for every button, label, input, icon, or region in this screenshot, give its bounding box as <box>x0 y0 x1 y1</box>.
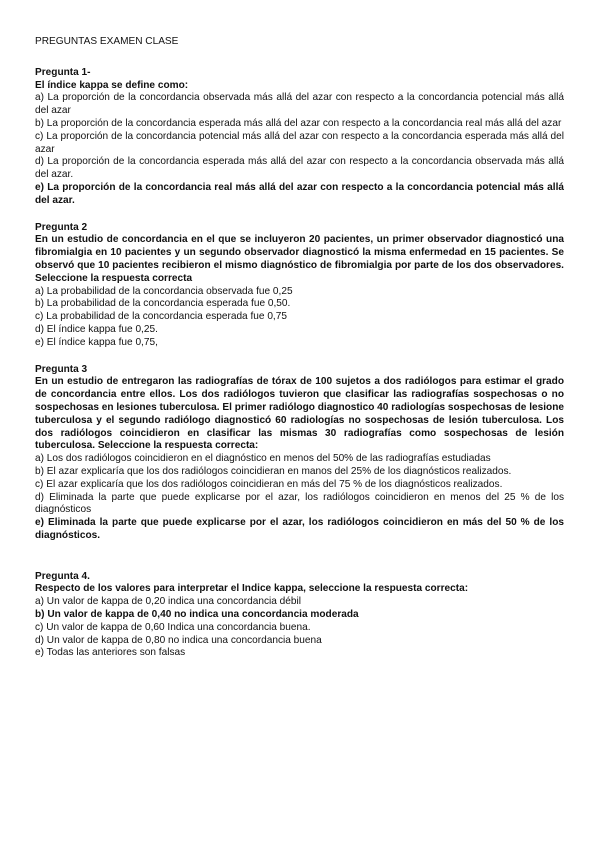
answer-option: a) La proporción de la concordancia observada más allá del azar con respecto a la concordancia potencial más allá del azar <box>35 92 564 117</box>
question-heading: Pregunta 1- <box>35 66 91 78</box>
answer-option: c) Un valor de kappa de 0,60 Indica una concordancia buena. <box>35 621 311 633</box>
answer-option-correct: e) Eliminada la parte que puede explicarse por el azar, los radiólogos coincidieron en más del 50 % de los diagnósticos. <box>35 517 564 541</box>
answer-option: a) Un valor de kappa de 0,20 indica una concordancia débil <box>35 596 301 608</box>
question-heading: Pregunta 2 <box>35 221 88 233</box>
question-block <box>35 67 564 208</box>
question-heading: Pregunta 3 <box>35 363 88 375</box>
question-stem: El índice kappa se define como: <box>35 79 189 91</box>
question-block <box>35 364 564 543</box>
answer-option: c) El azar explicaría que los dos radiólogos coincidieran en más del 75 % de los diagnósticos realizados. <box>35 478 503 490</box>
answer-option-correct: b) Un valor de kappa de 0,40 no indica una concordancia moderada <box>35 609 359 621</box>
document-page <box>35 36 564 674</box>
answer-option: e) El índice kappa fue 0,75, <box>35 336 158 348</box>
answer-option: b) La probabilidad de la concordancia esperada fue 0,50. <box>35 298 291 310</box>
question-stem: Respecto de los valores para interpretar el Indice kappa, seleccione la respuesta correcta: <box>35 583 469 595</box>
answer-option: d) Un valor de kappa de 0,80 no indica una concordancia buena <box>35 634 322 646</box>
answer-option: e) Todas las anteriores son falsas <box>35 647 186 659</box>
question-stem: En un estudio de entregaron las radiografías de tórax de 100 sujetos a dos radiólogos para estimar el grado de concordancia entre ellos. Los dos radiólogos tuvieron que clasificar las radiografías sospechosas o no sospechosas en lesiones tuberculosa. El primer radiólogo diagnostico 40 radiologías sospechosas de lesione tuberculosa y el segundo radiólogo diagnosticó 60 radiologías no sospechosas de lesión tuberculosa. Los dos radiólogos coincidieron en clasificar las mismas 30 radiografías como sospechosas de lesión tuberculosa. Seleccione la respuesta correcta: <box>35 376 564 452</box>
answer-option: b) El azar explicaría que los dos radiólogos coincidieran en manos del 25% de los diagnósticos realizados. <box>35 465 512 477</box>
answer-option: c) La probabilidad de la concordancia esperada fue 0,75 <box>35 311 287 323</box>
answer-option: d) La proporción de la concordancia esperada más allá del azar con respecto a la concordancia observada más allá del azar. <box>35 156 564 181</box>
document-title: PREGUNTAS EXAMEN CLASE <box>35 36 179 47</box>
answer-option: c) La proporción de la concordancia potencial más allá del azar con respecto a la concordancia esperada más allá del azar <box>35 130 564 155</box>
answer-option: d) Eliminada la parte que puede explicarse por el azar, los radiólogos coincidieron en menos del 25 % de los diagnósticos <box>35 491 564 516</box>
question-stem: En un estudio de concordancia en el que se incluyeron 20 pacientes, un primer observador diagnosticó una fibromialgia en 10 pacientes y un segundo observador diagnosticó la misma enfermedad en 15 pacientes. Se observó que 10 pacientes recibieron el mismo diagnóstico de fibromialgia por parte de los dos observadores. Seleccione la respuesta correcta <box>35 234 564 284</box>
answer-option: a) La probabilidad de la concordancia observada fue 0,25 <box>35 285 293 297</box>
question-block <box>35 222 564 350</box>
question-block <box>35 571 564 661</box>
answer-option: d) El índice kappa fue 0,25. <box>35 323 158 335</box>
answer-option-correct: e) La proporción de la concordancia real más allá del azar con respecto a la concordancia potencial más allá del azar. <box>35 181 564 206</box>
answer-option: b) La proporción de la concordancia esperada más allá del azar con respecto a la concordancia real más allá del azar <box>35 117 562 129</box>
answer-option: a) Los dos radiólogos coincidieron en el diagnóstico en menos del 50% de las radiografías estudiadas <box>35 453 491 465</box>
question-heading: Pregunta 4. <box>35 570 90 582</box>
